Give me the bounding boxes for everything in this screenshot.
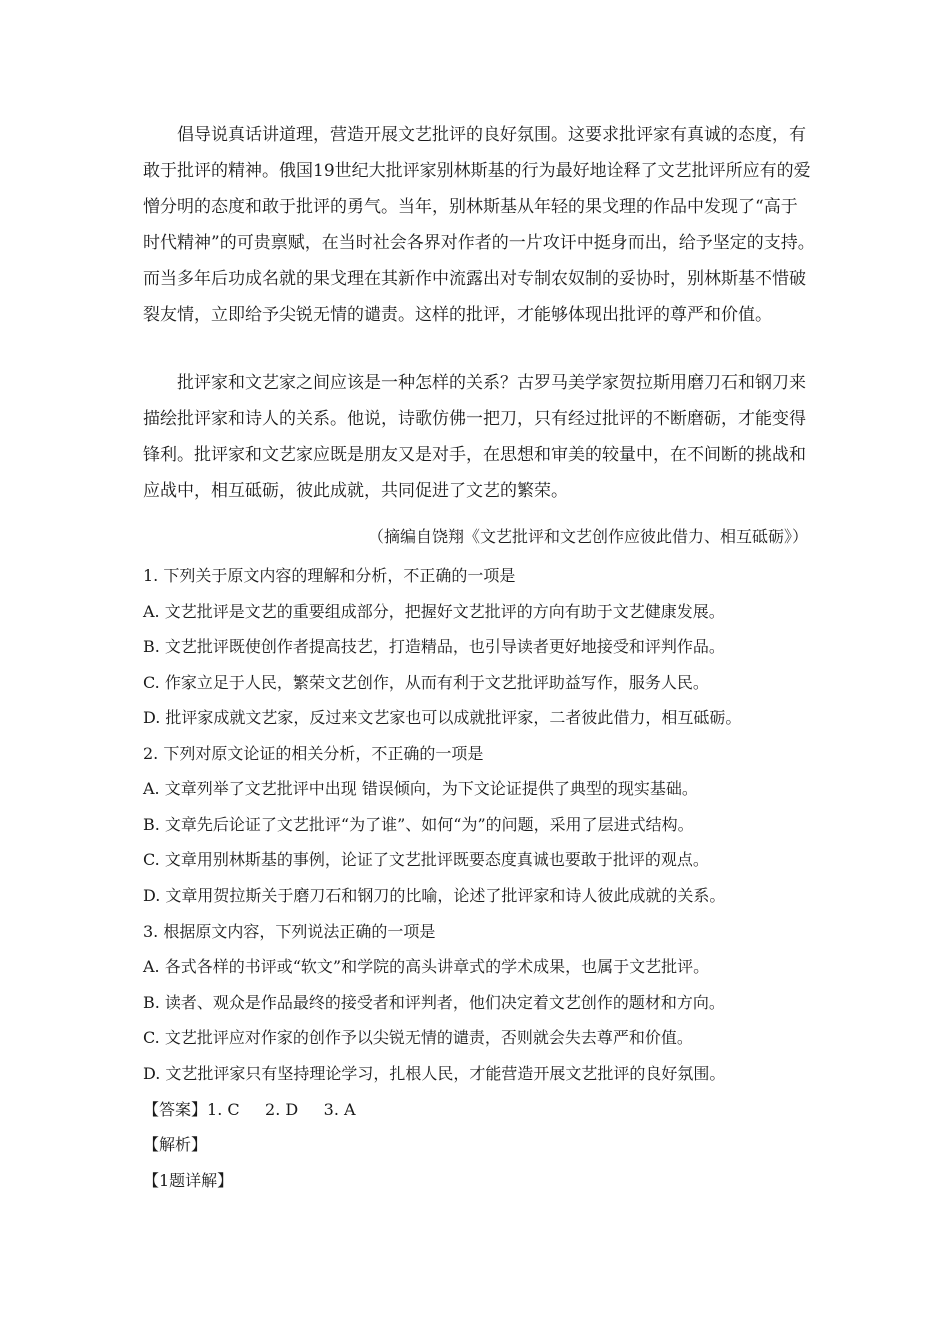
question-option: A. 各式各样的书评或“软文”和学院的高头讲章式的学术成果，也属于文艺批评。 xyxy=(143,957,710,976)
question-option: C. 作家立足于人民，繁荣文艺创作，从而有利于文艺批评助益写作，服务人民。 xyxy=(143,673,709,692)
question-option: C. 文艺批评应对作家的创作予以尖锐无情的谴责，否则就会失去尊严和价值。 xyxy=(143,1028,693,1047)
passage-line: 憎分明的态度和敢于批评的勇气。当年，别林斯基从年轻的果戈理的作品中发现了“高于 xyxy=(143,197,798,217)
passage-paragraph-1 xyxy=(143,117,815,333)
passage-line: 敢于批评的精神。俄国19世纪大批评家别林斯基的行为最好地诠释了文艺批评所应有的爱 xyxy=(143,161,811,181)
answer-line xyxy=(143,1097,356,1123)
question-option: A. 文艺批评是文艺的重要组成部分，把握好文艺批评的方向有助于文艺健康发展。 xyxy=(143,602,725,621)
question-stem: 3. 根据原文内容，下列说法正确的一项是 xyxy=(143,922,436,941)
passage-line: 时代精神”的可贵禀赋，在当时社会各界对作者的一片攻讦中挺身而出，给予坚定的支持。 xyxy=(143,233,815,253)
question-option: D. 批评家成就文艺家，反过来文艺家也可以成就批评家，二者彼此借力，相互砥砺。 xyxy=(143,708,742,727)
answer-text: 1. C 2. D 3. A xyxy=(207,1100,356,1119)
question-option: B. 读者、观众是作品最终的接受者和评判者，他们决定着文艺创作的题材和方向。 xyxy=(143,993,725,1012)
passage-line: 倡导说真话讲道理，营造开展文艺批评的良好氛围。这要求批评家有真诚的态度，有 xyxy=(177,125,806,145)
detail-tag: 【1题详解】 xyxy=(143,1171,234,1190)
question-option: D. 文艺批评家只有坚持理论学习，扎根人民，才能营造开展文艺批评的良好氛围。 xyxy=(143,1064,726,1083)
passage-line: 批评家和文艺家之间应该是一种怎样的关系？古罗马美学家贺拉斯用磨刀石和钢刀来 xyxy=(177,373,806,393)
question-option: D. 文章用贺拉斯关于磨刀石和钢刀的比喻，论述了批评家和诗人彼此成就的关系。 xyxy=(143,886,726,905)
question-option: A. 文章列举了文艺批评中出现 错误倾向，为下文论证提供了典型的现实基础。 xyxy=(143,779,698,798)
question-option: B. 文章先后论证了文艺批评“为了谁”、如何“为”的问题，采用了层进式结构。 xyxy=(143,815,694,834)
question-option: C. 文章用别林斯基的事例，论证了文艺批评既要态度真诚也要敢于批评的观点。 xyxy=(143,850,709,869)
passage-paragraph-2 xyxy=(143,365,811,509)
question-stem: 2. 下列对原文论证的相关分析，不正确的一项是 xyxy=(143,744,484,763)
passage-line: 而当多年后功成名就的果戈理在其新作中流露出对专制农奴制的妥协时，别林斯基不惜破 xyxy=(143,269,806,289)
analysis-tag: 【解析】 xyxy=(143,1135,208,1154)
passage-line: 描绘批评家和诗人的关系。他说，诗歌仿佛一把刀，只有经过批评的不断磨砺，才能变得 xyxy=(143,409,806,429)
passage-line: 锋利。批评家和文艺家应既是朋友又是对手，在思想和审美的较量中，在不间断的挑战和 xyxy=(143,445,806,465)
question-stem: 1. 下列关于原文内容的理解和分析，不正确的一项是 xyxy=(143,566,516,585)
question-option: B. 文艺批评既使创作者提高技艺，打造精品，也引导读者更好地接受和评判作品。 xyxy=(143,637,725,656)
passage-line: 应战中，相互砥砺，彼此成就，共同促进了文艺的繁荣。 xyxy=(143,481,568,501)
passage-line: 裂友情，立即给予尖锐无情的谴责。这样的批评，才能够体现出批评的尊严和价值。 xyxy=(143,305,772,325)
answer-tag: 【答案】 xyxy=(143,1100,208,1119)
passage-source: （摘编自饶翔《文艺批评和文艺创作应彼此借力、相互砥砺》） xyxy=(367,527,808,546)
